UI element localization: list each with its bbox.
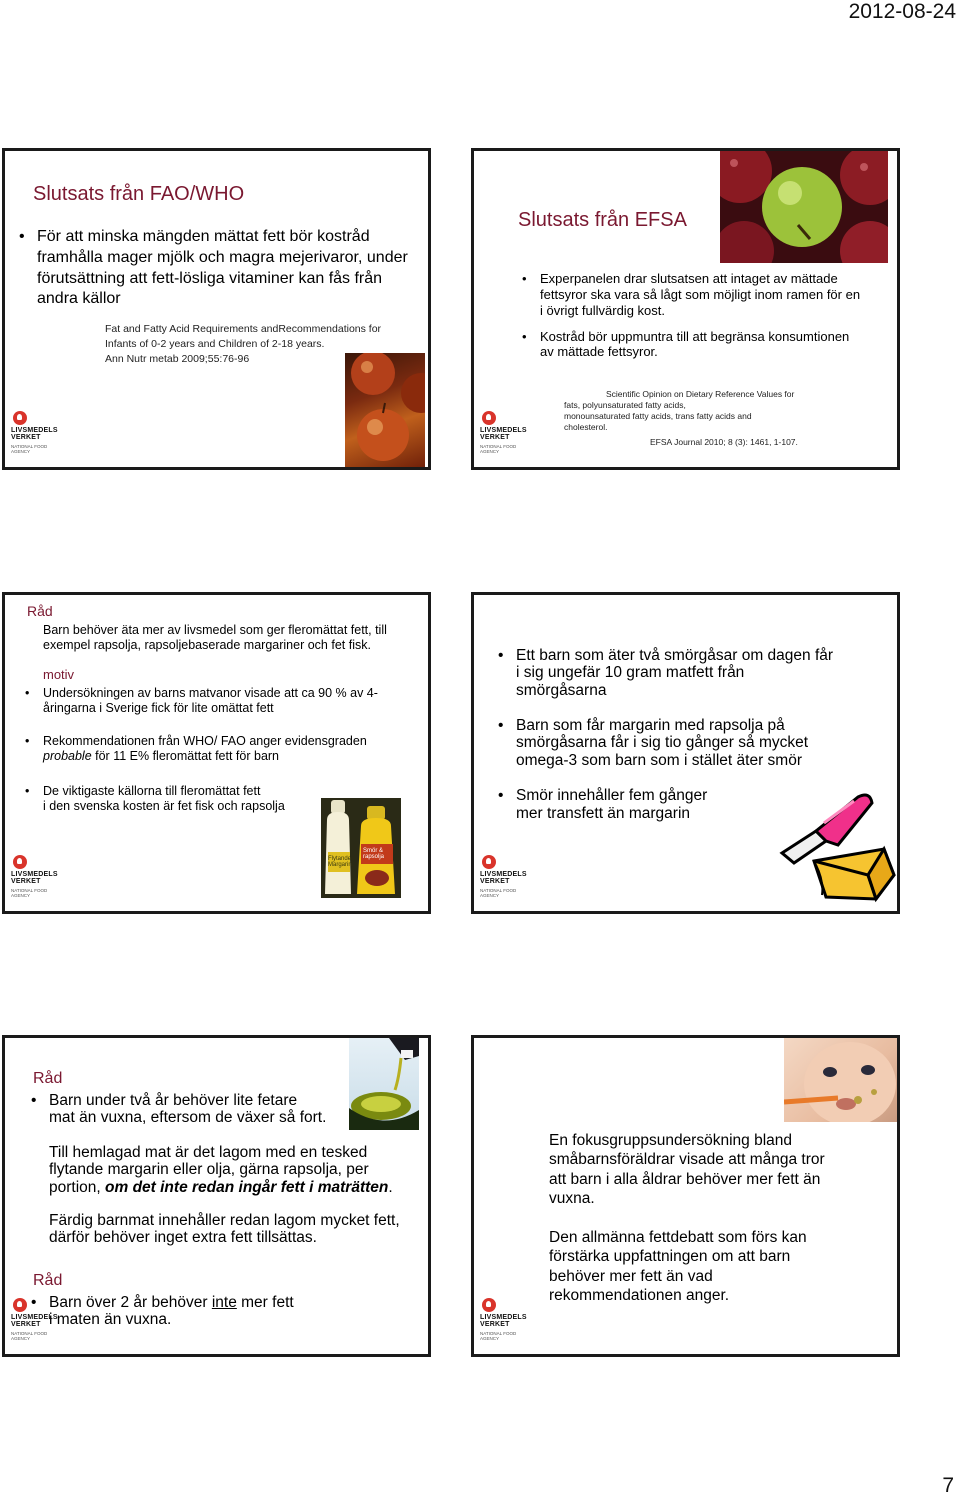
slide-fokusgrupp	[471, 1035, 900, 1357]
reference-journal: EFSA Journal 2010; 8 (3): 1461, 1-107.	[650, 437, 798, 448]
baby-eating-image	[784, 1038, 898, 1122]
reference-line: Scientific Opinion on Dietary Reference Values for	[606, 389, 795, 399]
motiv-label: motiv	[43, 667, 75, 682]
bottle-label: Smör & rapsolja	[363, 848, 385, 860]
livsmedelsverket-logo: LIVSMEDELS VERKET NATIONAL FOOD AGENCY	[480, 855, 520, 907]
bullet-item: • De viktigaste källorna till fleromättat fett i den svenska kosten är fet fisk och rapsolja	[25, 784, 405, 814]
bullet-list	[19, 227, 419, 310]
livsmedelsverket-logo: LIVSMEDELS VERKET NATIONAL FOOD AGENCY	[480, 1298, 520, 1350]
page-date: 2012-08-24	[848, 0, 956, 23]
bullet-item: • Barn som får margarin med rapsolja på smörgåsarna får i sig tio gånger så mycket omega-3 som barn som i stället äter smör	[498, 717, 838, 769]
bullet-item: • Rekommendationen från WHO/ FAO anger evidensgraden probable för 11 E% fleromättat fett för barn	[25, 734, 405, 764]
logo-mark-icon	[482, 855, 496, 869]
rad-label: Råd	[33, 1070, 63, 1087]
livsmedelsverket-logo: LIVSMEDELS VERKET NATIONAL FOOD AGENCY	[11, 411, 51, 463]
bullet-item: • Kostråd bör uppmuntra till att begränsa konsumtionen av mättade fettsyror.	[522, 329, 862, 361]
bullet-item: • Barn under två år behöver lite fetare mat än vuxna, eftersom de växer så fort.	[31, 1092, 361, 1127]
reference-line: Infants of 0-2 years and Children of 2-18 years.	[105, 338, 325, 351]
logo-mark-icon	[482, 411, 496, 425]
slide-rad-barn-fett	[2, 1035, 431, 1357]
baby-face-illustration	[784, 1038, 898, 1122]
livsmedelsverket-logo: LIVSMEDELS VERKET NATIONAL FOOD AGENCY	[11, 855, 51, 907]
slide-smorgasar	[471, 592, 900, 914]
paragraph: Till hemlagad mat är det lagom med en tesked flytande margarin eller olja, gärna rapsolja, per portion, om det inte redan ingår fett i maträtten.	[49, 1144, 393, 1196]
reference-line: fats, polyunsaturated fatty acids,	[564, 400, 686, 411]
paragraph: Färdig barnmat innehåller redan lagom mycket fett, därför behöver inget extra fett tillsättas.	[49, 1212, 400, 1247]
livsmedelsverket-logo: LIVSMEDELS VERKET NATIONAL FOOD AGENCY	[480, 411, 520, 463]
reference-line: monounsaturated fatty acids, trans fatty acids and	[564, 411, 752, 422]
butter-knife-icon	[754, 791, 900, 911]
rad-text: Barn behöver äta mer av livsmedel som ger fleromättat fett, till exempel rapsolja, rapsoljebaserade margariner och fet fisk.	[43, 623, 387, 652]
reference-line: Ann Nutr metab 2009;55:76-96	[105, 353, 250, 366]
bullet-item: • Undersökningen av barns matvanor visade att ca 90 % av 4-åringarna i Sverige fick för lite omättat fett	[25, 686, 405, 716]
bottle-label: Flytande Margarin	[328, 856, 352, 868]
apples-illustration	[720, 151, 888, 263]
rad-label: Råd	[27, 603, 53, 619]
reference	[564, 389, 824, 448]
slide-efsa	[471, 148, 900, 470]
logo-mark-icon	[13, 1298, 27, 1312]
bullet-list	[31, 1092, 361, 1127]
logo-mark-icon	[13, 411, 27, 425]
slide-title: Slutsats från EFSA	[518, 209, 687, 231]
logo-mark-icon	[482, 1298, 496, 1312]
reference-line: Fat and Fatty Acid Requirements andRecommendations for	[105, 323, 382, 335]
slide-title: Slutsats från FAO/WHO	[33, 183, 245, 205]
bullet-item: • Experpanelen drar slutsatsen att intaget av mättade fettsyror ska vara så lågt som möjligt inom ramen för en i övrigt fullvärdig kost.	[522, 271, 862, 319]
margarine-bottles-image	[321, 798, 401, 898]
bullet-list	[25, 686, 405, 814]
livsmedelsverket-logo: LIVSMEDELS VERKET NATIONAL FOOD AGENCY	[11, 1298, 51, 1350]
reference-line: cholesterol.	[564, 422, 608, 433]
butter-knife-illustration	[754, 791, 900, 911]
page-number: 7	[942, 1474, 954, 1497]
paragraph: Den allmänna fettdebatt som förs kan förstärka uppfattningen om att barn behöver mer fett än vad rekommendationen anger.	[549, 1229, 807, 1305]
apples-illustration	[345, 353, 425, 470]
rad-label: Råd	[33, 1272, 63, 1289]
slide-fao-who	[2, 148, 431, 470]
paragraph: En fokusgruppsundersökning bland småbarnsföräldrar visade att många tror att barn i alla åldrar behöver mer fett än vuxna.	[549, 1132, 825, 1208]
bullet-item: • Ett barn som äter två smörgåsar om dagen får i sig ungefär 10 gram matfett från smörgåsarna	[498, 647, 838, 699]
bullet-item: • Barn över 2 år behöver inte mer fett i maten än vuxna.	[31, 1294, 361, 1329]
logo-mark-icon	[13, 855, 27, 869]
apples-image	[345, 353, 425, 470]
bullet-item: • Smör innehåller fem gånger mer transfett än margarin	[498, 787, 838, 822]
apples-green-red-image	[720, 151, 888, 263]
bullet-list	[522, 271, 862, 360]
bullet-item: • För att minska mängden mättat fett bör kostråd framhålla mager mjölk och magra mejerivaror, under förutsättning att fett-lösliga vitaminer kan fås från andra källor	[19, 227, 419, 310]
slide-rad-fleromattat	[2, 592, 431, 914]
bullet-list	[31, 1294, 361, 1329]
